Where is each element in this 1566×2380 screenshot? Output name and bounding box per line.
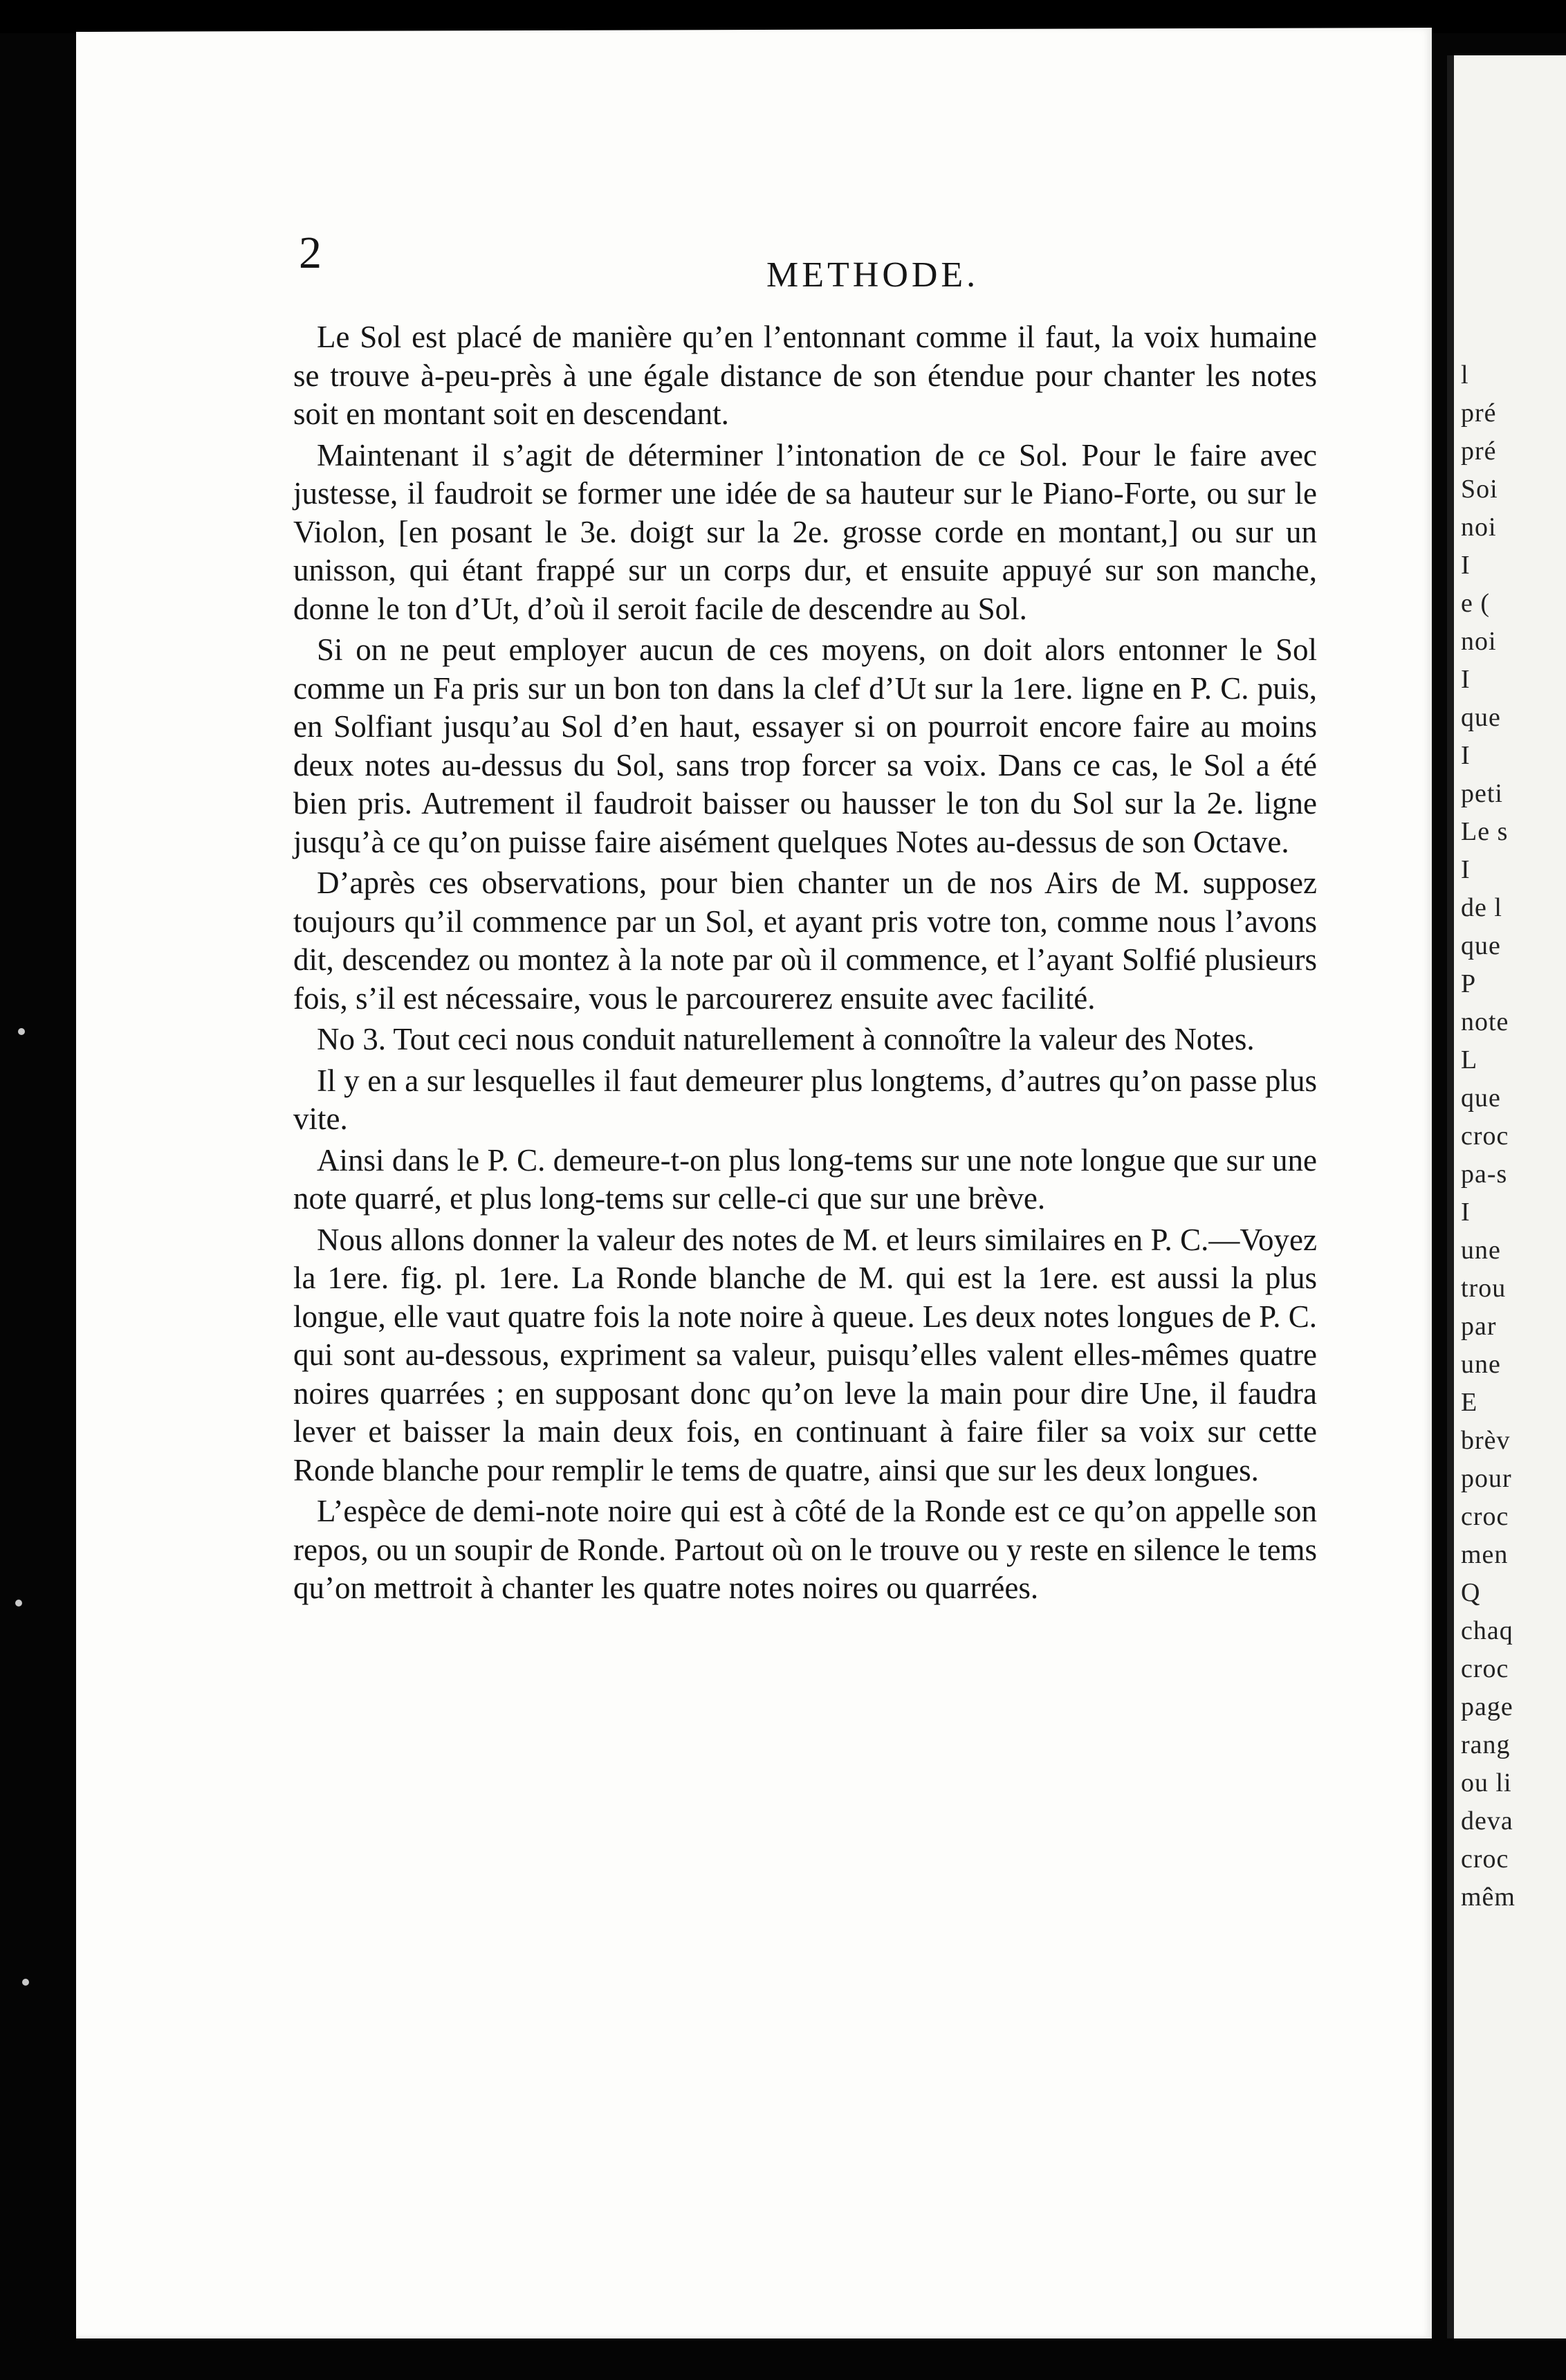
facing-page-fragment: I: [1461, 1198, 1471, 1227]
facing-page-fragment: men: [1461, 1540, 1509, 1569]
facing-page-fragment: une: [1461, 1236, 1501, 1265]
facing-page-fragment: que: [1461, 703, 1501, 732]
facing-page-fragment: noi: [1461, 513, 1497, 542]
facing-page-fragment: croc: [1461, 1502, 1509, 1531]
running-head: METHODE.: [766, 255, 979, 295]
paragraph: Nous allons donner la valeur des notes de M. et leurs similaires en P. C.—Voyez la 1ere. fig. pl. 1ere. La Ronde blanche de M. qui est la 1ere. est aussi la plus longue, elle vaut quatre fois la note noire à queue. Les deux notes longues de P. C. qui sont au-dessous, expriment sa valeur, puisqu’elles valent elles-mêmes quatre noires quarrées ; en supposant donc qu’on leve la main pour dire Une, il faudra lever et baisser la main deux fois, en continuant à faire filer sa voix sur cette Ronde blanche pour remplir le tems de quatre, ainsi que sur les deux longues.: [293, 1222, 1317, 1488]
paragraph: No 3. Tout ceci nous conduit naturellement à connoître la valeur des Notes.: [317, 1022, 1255, 1056]
facing-page-fragment: croc: [1461, 1122, 1509, 1151]
facing-page-fragment: que: [1461, 931, 1501, 960]
facing-page-fragment: par: [1461, 1312, 1497, 1341]
paragraph: Ainsi dans le P. C. demeure-t-on plus long-tems sur une note longue que sur une note quarré, et plus long-tems sur celle-ci que sur une brève.: [293, 1142, 1317, 1216]
facing-page-fragment: P: [1461, 969, 1477, 998]
facing-page-fragment: une: [1461, 1350, 1501, 1379]
facing-page-fragment: l: [1461, 360, 1469, 390]
facing-page-fragment: ou li: [1461, 1768, 1512, 1797]
facing-page-fragment: e (: [1461, 589, 1491, 618]
paragraph: Il y en a sur lesquelles il faut demeurer plus longtems, d’autres qu’on passe plus vite.: [293, 1063, 1317, 1136]
facing-page-edge: [1447, 55, 1566, 2338]
facing-page-fragment: que: [1461, 1083, 1501, 1113]
facing-page-fragment: pa-s: [1461, 1160, 1508, 1189]
binding-hole: [15, 1600, 22, 1606]
facing-page-fragment: deva: [1461, 1806, 1513, 1836]
body-text: [293, 318, 1317, 1608]
facing-page-fragment: pré: [1461, 437, 1497, 466]
facing-page-fragment: peti: [1461, 779, 1503, 808]
facing-page-fragment: Soi: [1461, 475, 1498, 504]
facing-page-fragment: brèv: [1461, 1426, 1511, 1455]
paragraph: Maintenant il s’agit de déterminer l’intonation de ce Sol. Pour le faire avec justesse, il faudroit se former une idée de sa hauteur sur le Piano-Forte, ou sur le Violon, [en posant le 3e. doigt sur la 2e. grosse corde en montant,] ou sur un unisson, qui étant frappé sur un corps dur, et ensuite appuyé sur son manche, donne le ton d’Ut, d’où il seroit facile de descendre au Sol.: [293, 437, 1317, 626]
paragraph: Le Sol est placé de manière qu’en l’entonnant comme il faut, la voix humaine se trouve à-peu-près à une égale distance de son étendue pour chanter les notes soit en montant soit en descendant.: [293, 320, 1317, 431]
binding-hole: [18, 1028, 25, 1035]
facing-page-fragment: chaq: [1461, 1616, 1513, 1645]
paragraph: L’espèce de demi-note noire qui est à côté de la Ronde est ce qu’on appelle son repos, ou un soupir de Ronde. Partout où on le trouve ou y reste en silence le tems qu’on mettroit à chanter les quatre notes noires ou quarrées.: [293, 1494, 1317, 1605]
facing-page-fragment: E: [1461, 1388, 1478, 1417]
facing-page-fragment: Q: [1461, 1578, 1481, 1607]
facing-page-fragment: note: [1461, 1007, 1509, 1036]
facing-page-fragment: I: [1461, 741, 1471, 770]
paragraph: Si on ne peut employer aucun de ces moyens, on doit alors entonner le Sol comme un Fa pris sur un bon ton dans la clef d’Ut sur la 1ere. ligne en P. C. puis, en Solfiant jusqu’au Sol d’en haut, essayer si on pourroit encore faire au moins deux notes au-dessus du Sol, sans trop forcer sa voix. Dans ce cas, le Sol a été bien pris. Autrement il faudroit baisser ou hausser le ton du Sol sur la 2e. ligne jusqu’à ce qu’on puisse faire aisément quelques Notes au-dessus de son Octave.: [293, 632, 1317, 859]
facing-page-fragment: I: [1461, 855, 1471, 884]
facing-page-fragment: pré: [1461, 399, 1497, 428]
paragraph: D’après ces observations, pour bien chanter un de nos Airs de M. supposez toujours qu’il commence par un Sol, et ayant pris votre ton, comme nous l’avons dit, descendez ou montez à la note par où il commence, et l’ayant Solfié plusieurs fois, s’il est nécessaire, vous le parcourerez ensuite avec facilité.: [293, 866, 1317, 1016]
facing-page-fragment: trou: [1461, 1274, 1507, 1303]
facing-page-fragment: I: [1461, 665, 1471, 694]
facing-page-fragment: page: [1461, 1692, 1513, 1721]
facing-page-fragment: croc: [1461, 1844, 1509, 1874]
facing-page-fragment: rang: [1461, 1730, 1511, 1759]
facing-page-fragment: pour: [1461, 1464, 1512, 1493]
facing-page-fragment: mêm: [1461, 1883, 1516, 1912]
facing-page-fragment: de l: [1461, 893, 1502, 922]
facing-page-fragment: croc: [1461, 1654, 1509, 1683]
binding-hole: [22, 1979, 29, 1986]
facing-page-fragment: I: [1461, 551, 1471, 580]
facing-page-fragment: L: [1461, 1045, 1478, 1074]
facing-page-fragment: Le s: [1461, 817, 1509, 846]
page-number: 2: [299, 228, 322, 278]
facing-page-fragment: noi: [1461, 627, 1497, 656]
